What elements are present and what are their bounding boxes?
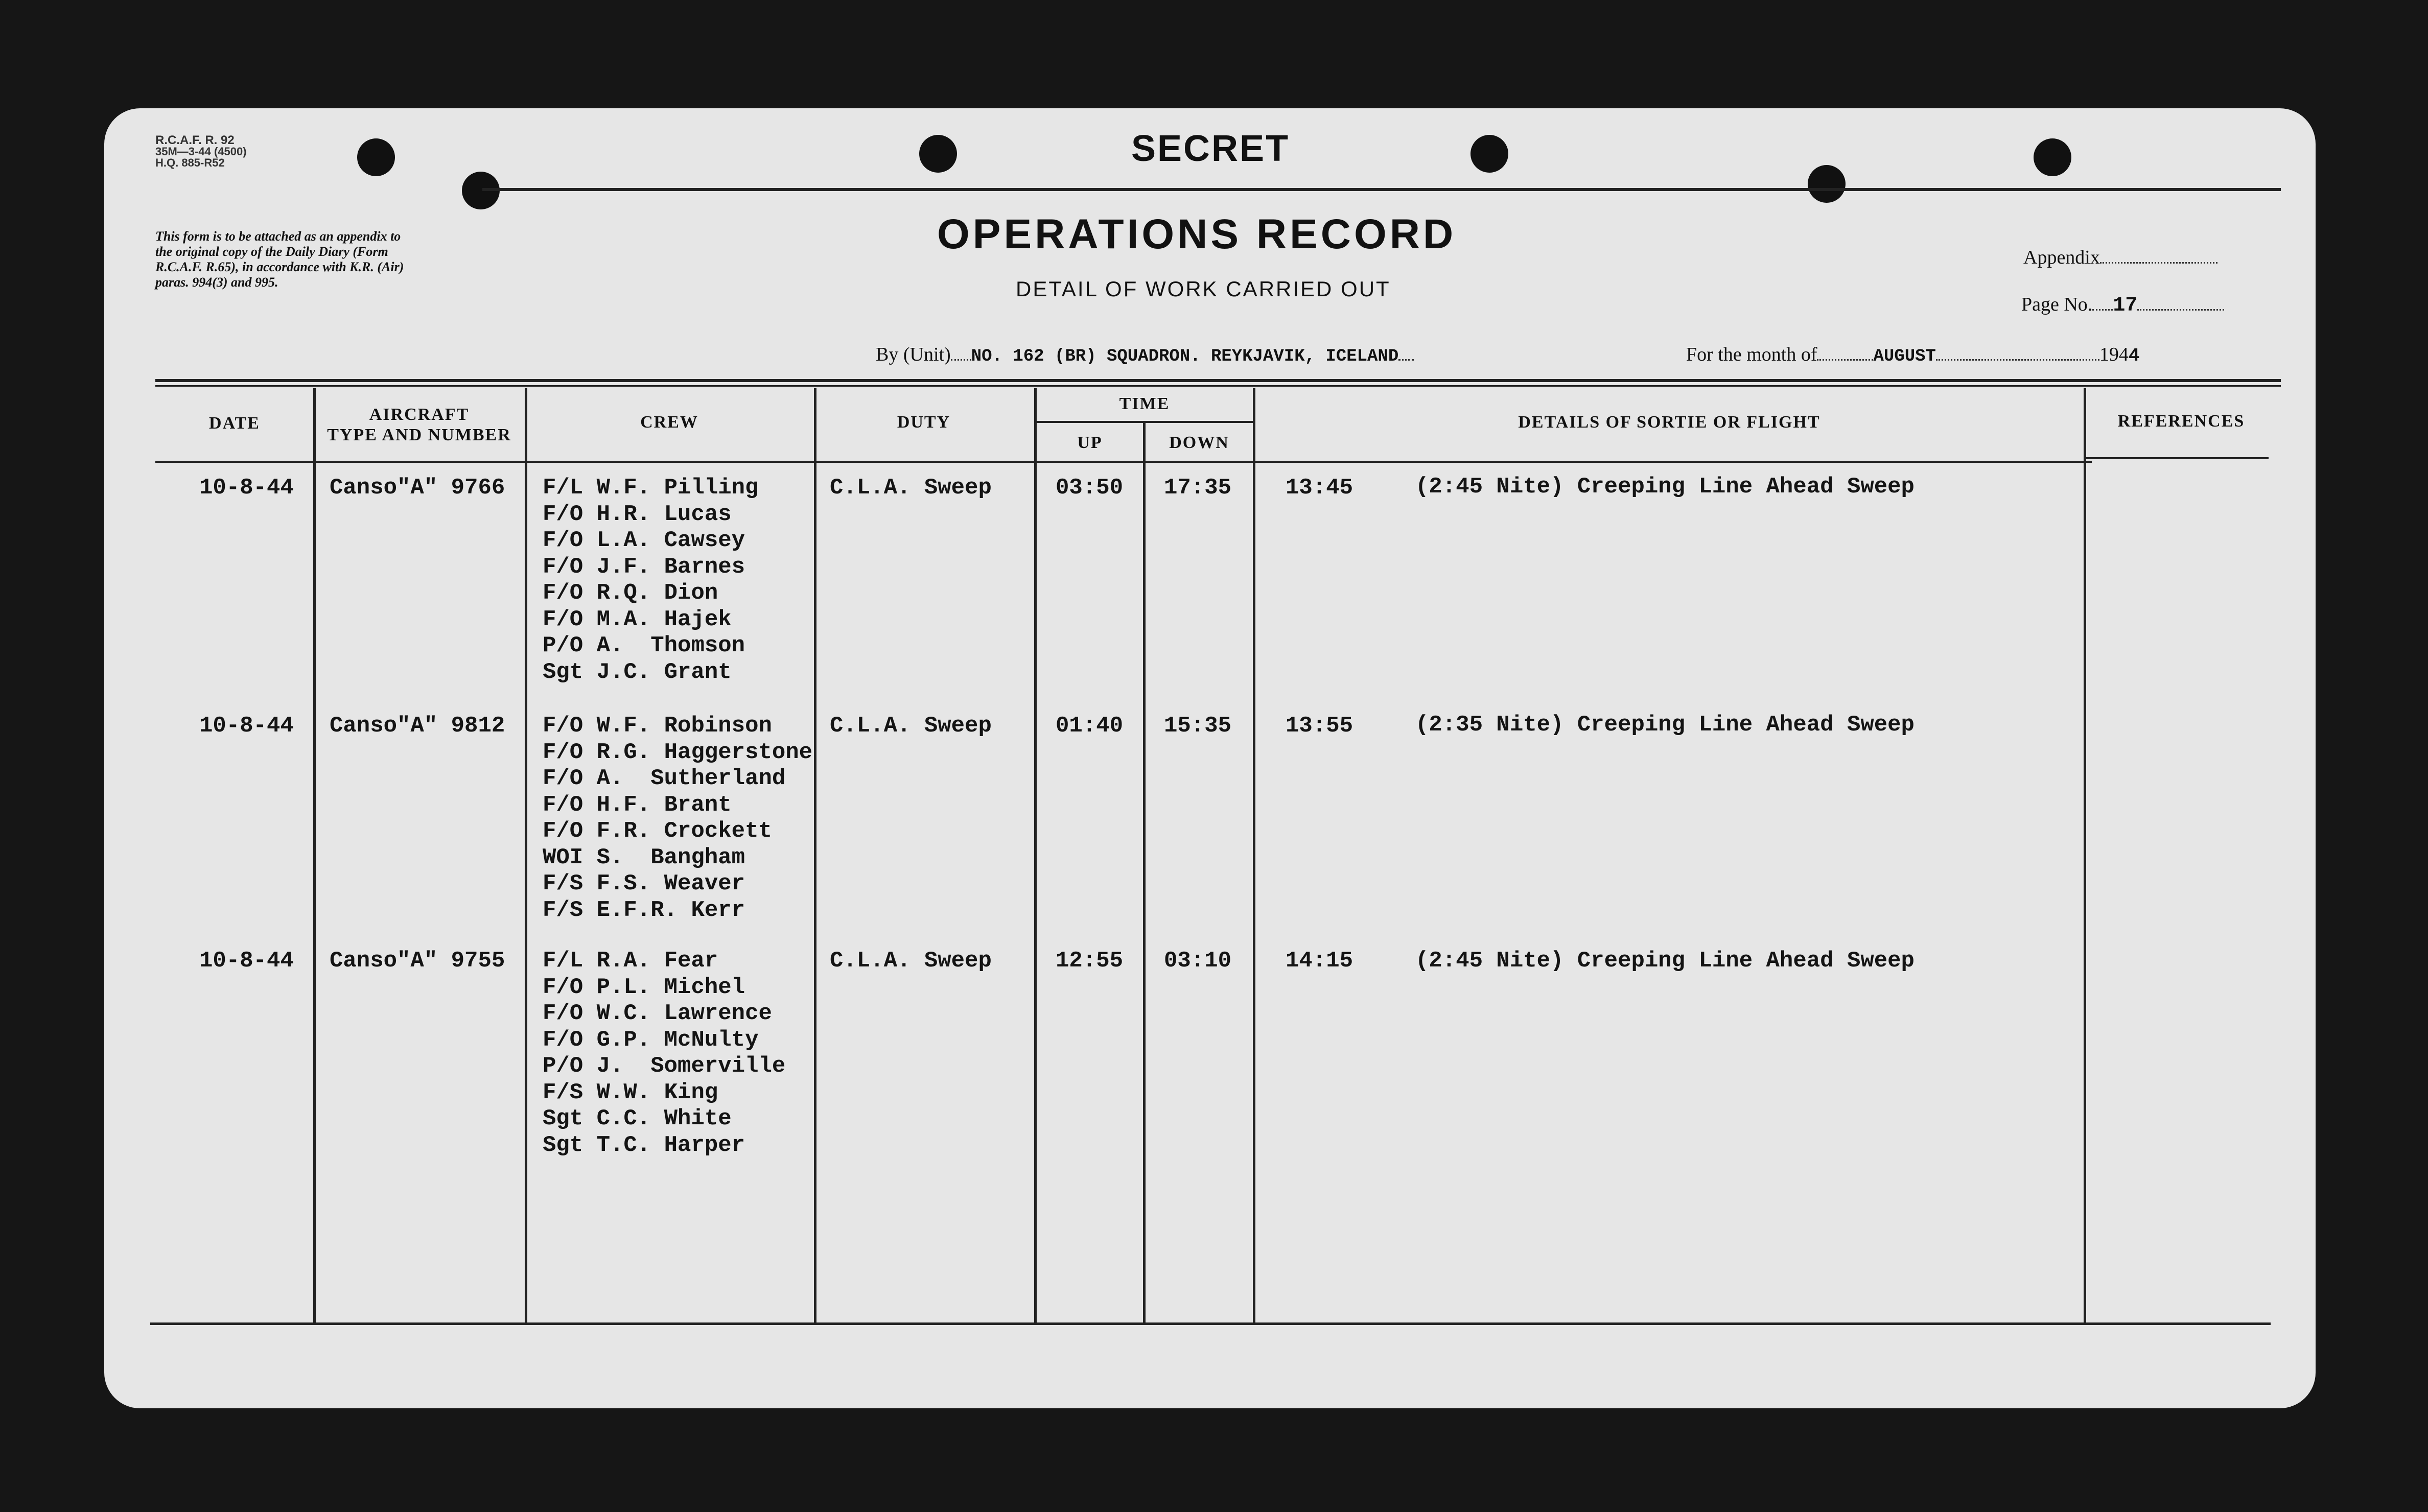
crew-member: F/O H.R. Lucas <box>543 501 732 527</box>
table-top-rule-2 <box>155 385 2281 387</box>
crew-member: F/O G.P. McNulty <box>543 1027 759 1053</box>
header-down: DOWN <box>1169 433 1229 452</box>
entry-time-down: 17:35 <box>1164 475 1232 501</box>
header-up: UP <box>1077 433 1103 452</box>
entry-aircraft: Canso"A" 9766 <box>330 475 505 501</box>
column-divider <box>1253 388 1255 1323</box>
column-divider <box>814 388 816 1323</box>
unit-label: By (Unit) <box>876 344 951 365</box>
binder-hole <box>2034 138 2071 176</box>
month-value: AUGUST <box>1873 347 1936 366</box>
crew-member: F/O M.A. Hajek <box>543 606 732 632</box>
attachment-note: This form is to be attached as an appendix to the original copy of the Daily Diary (Form R.C.A.F. R.65), in accordance with K.R. (Air) paras. 994(3) and 995. <box>155 229 404 290</box>
column-divider <box>2084 388 2086 1323</box>
crew-member: F/O R.G. Haggerstone <box>543 739 813 765</box>
entry-date: 10-8-44 <box>199 948 294 974</box>
entry-time-up: 12:55 <box>1056 948 1124 974</box>
entry-details: (2:45 Nite) Creeping Line Ahead Sweep <box>1415 948 1915 974</box>
crew-member: F/S F.S. Weaver <box>543 871 745 896</box>
page-number: 17 <box>2113 294 2138 317</box>
crew-member: Sgt T.C. Harper <box>543 1132 745 1158</box>
binder-hole <box>1470 135 1508 173</box>
header-crew: CREW <box>640 413 698 432</box>
entry-details: (2:35 Nite) Creeping Line Ahead Sweep <box>1415 712 1915 738</box>
header-aircraft-line1: AIRCRAFT <box>369 405 470 424</box>
crew-member: F/O R.Q. Dion <box>543 580 718 606</box>
crew-member: F/S E.F.R. Kerr <box>543 897 745 923</box>
secret-stamp: SECRET <box>1131 128 1290 169</box>
crew-member: F/O F.R. Crockett <box>543 818 772 844</box>
crew-member: F/O W.C. Lawrence <box>543 1001 772 1026</box>
entry-aircraft: Canso"A" 9755 <box>330 948 505 974</box>
crew-list <box>543 475 758 686</box>
crew-member: Sgt C.C. White <box>543 1106 732 1131</box>
column-divider <box>1034 388 1037 1323</box>
crew-member: F/O H.F. Brant <box>543 792 732 818</box>
entry-aircraft: Canso"A" 9812 <box>330 713 505 739</box>
appendix-field <box>2023 246 2217 269</box>
table-top-rule <box>155 379 2281 382</box>
crew-member: P/O A. Thomson <box>543 633 745 658</box>
crew-member: P/O J. Somerville <box>543 1053 786 1079</box>
crew-member: F/O J.F. Barnes <box>543 554 745 580</box>
year-prefix: 194 <box>2099 344 2129 365</box>
entry-duty: C.L.A. Sweep <box>830 713 992 739</box>
crew-member: F/L R.A. Fear <box>543 948 718 974</box>
unit-field <box>876 343 1414 366</box>
header-aircraft <box>316 405 523 445</box>
entry-time-down: 03:10 <box>1164 948 1232 974</box>
column-divider <box>313 388 316 1323</box>
header-details: DETAILS OF SORTIE OR FLIGHT <box>1518 413 1820 432</box>
header-time: TIME <box>1119 394 1170 413</box>
binder-hole <box>357 138 395 176</box>
entry-duration: 13:45 <box>1286 475 1353 501</box>
header-date: DATE <box>209 414 260 433</box>
header-references: REFERENCES <box>2117 412 2245 431</box>
crew-list <box>543 948 785 1159</box>
crew-member: F/O W.F. Robinson <box>543 713 772 739</box>
entry-duty: C.L.A. Sweep <box>830 948 992 974</box>
entry-details: (2:45 Nite) Creeping Line Ahead Sweep <box>1415 474 1915 500</box>
table-bottom-rule <box>150 1322 2271 1325</box>
entry-time-down: 15:35 <box>1164 713 1232 739</box>
month-field <box>1686 343 2140 366</box>
appendix-label: Appendix <box>2023 247 2100 268</box>
header-aircraft-line2: TYPE AND NUMBER <box>327 426 511 444</box>
binder-hole <box>1808 165 1846 203</box>
entry-duration: 14:15 <box>1286 948 1353 974</box>
crew-member: Sgt J.C. Grant <box>543 659 732 685</box>
entry-date: 10-8-44 <box>199 475 294 501</box>
references-header-rule <box>2085 457 2269 459</box>
page-title: OPERATIONS RECORD <box>937 211 1457 257</box>
entry-time-up: 03:50 <box>1056 475 1124 501</box>
page-subtitle: DETAIL OF WORK CARRIED OUT <box>1016 277 1391 301</box>
unit-value: NO. 162 (BR) SQUADRON. REYKJAVIK, ICELAND <box>971 347 1399 366</box>
crew-member: WOI S. Bangham <box>543 844 745 870</box>
record-card <box>104 108 2316 1408</box>
crew-list <box>543 713 812 924</box>
crew-member: F/S W.W. King <box>543 1079 718 1105</box>
page-number-field <box>2021 293 2224 317</box>
form-id-line: R.C.A.F. R. 92 <box>155 133 235 147</box>
top-rule <box>482 188 2281 191</box>
form-identifier <box>155 135 247 169</box>
column-divider <box>1143 422 1146 1323</box>
column-divider <box>525 388 527 1323</box>
header-duty: DUTY <box>897 413 951 432</box>
form-id-line: 35M—3-44 (4500) <box>155 145 247 158</box>
crew-member: F/O P.L. Michel <box>543 974 745 1000</box>
crew-member: F/L W.F. Pilling <box>543 475 759 501</box>
header-bottom-rule <box>155 461 2092 463</box>
binder-hole <box>919 135 957 173</box>
form-id-line: H.Q. 885-R52 <box>155 156 225 169</box>
crew-member: F/O L.A. Cawsey <box>543 528 745 553</box>
month-label: For the month of <box>1686 344 1817 365</box>
entry-date: 10-8-44 <box>199 713 294 739</box>
entry-time-up: 01:40 <box>1056 713 1124 739</box>
entry-duty: C.L.A. Sweep <box>830 475 992 501</box>
year-suffix: 4 <box>2128 345 2140 366</box>
entry-duration: 13:55 <box>1286 713 1353 739</box>
page-number-label: Page No. <box>2021 294 2093 315</box>
crew-member: F/O A. Sutherland <box>543 766 786 791</box>
